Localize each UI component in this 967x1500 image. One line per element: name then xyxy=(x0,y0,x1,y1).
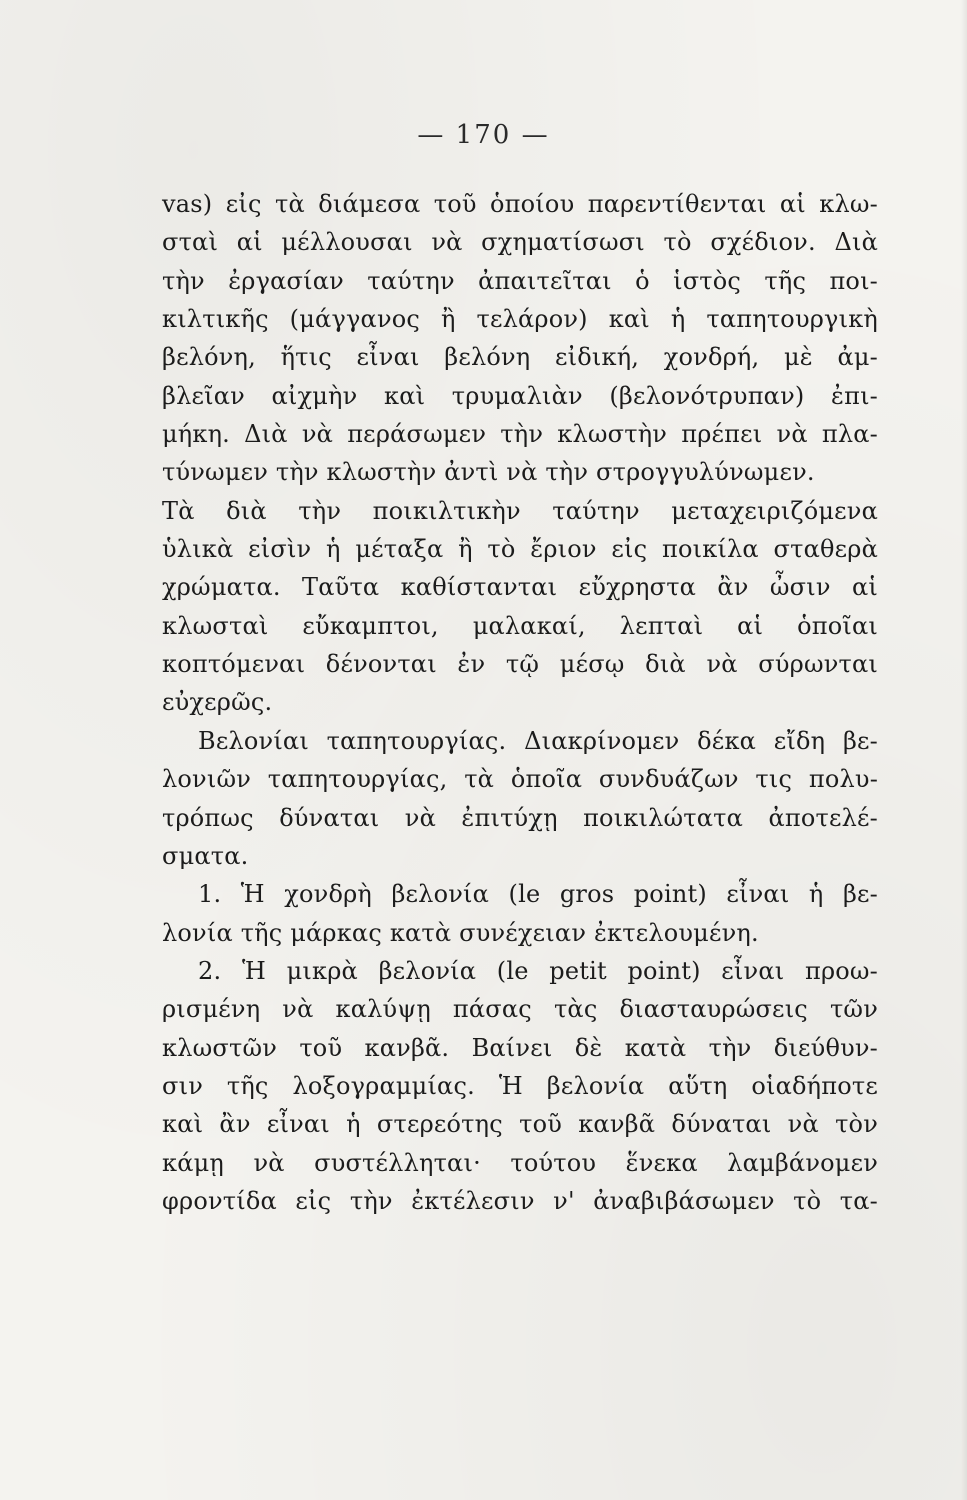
text-line: κλωσταὶ εὔκαμπτοι, μαλακαί, λεπταὶ αἱ ὁποῖαι xyxy=(162,611,878,640)
text-line: κιλτικῆς (μάγγανος ἢ τελάρον) καὶ ἡ ταπητουργικὴ xyxy=(162,305,878,334)
text-line: 2. Ἡ μικρὰ βελονία (le petit point) εἶναι προω- xyxy=(198,956,878,985)
text-line: εὐχερῶς. xyxy=(162,688,273,717)
text-line: βλεῖαν αἰχμὴν καὶ τρυμαλιὰν (βελονότρυπαν) ἐπι- xyxy=(162,381,878,410)
text-line: κάμῃ νὰ συστέλληται· τούτου ἕνεκα λαμβάνομεν xyxy=(162,1148,878,1177)
text-line: σματα. xyxy=(162,841,249,870)
text-line: λονία τῆς μάρκας κατὰ συνέχειαν ἐκτελουμένη. xyxy=(162,918,759,947)
text-line: χρώματα. Ταῦτα καθίστανται εὔχρηστα ἂν ὦσιν αἱ xyxy=(162,573,878,602)
text-line: ὑλικὰ εἰσὶν ἡ μέταξα ἢ τὸ ἔριον εἰς ποικίλα σταθερὰ xyxy=(162,535,878,564)
body-text xyxy=(162,185,878,1220)
text-line: λονιῶν ταπητουργίας, τὰ ὁποῖα συνδυάζων τις πολυ- xyxy=(162,765,878,794)
page-number: — 170 — xyxy=(417,120,550,150)
text-line: τρόπως δύναται νὰ ἐπιτύχῃ ποικιλώτατα ἀποτελέ- xyxy=(162,803,878,832)
text-line: vas) εἰς τὰ διάμεσα τοῦ ὁποίου παρεντίθενται αἱ κλω- xyxy=(162,190,878,218)
scan-shadow xyxy=(961,0,967,1500)
text-line: τύνωμεν τὴν κλωστὴν ἀντὶ νὰ τὴν στρογγυλύνωμεν. xyxy=(162,458,815,487)
text-line: μήκη. Διὰ νὰ περάσωμεν τὴν κλωστὴν πρέπει νὰ πλα- xyxy=(162,420,878,449)
text-line: ρισμένη νὰ καλύψῃ πάσας τὰς διασταυρώσεις τῶν xyxy=(162,995,878,1024)
text-line: 1. Ἡ χονδρὴ βελονία (le gros point) εἶναι ἡ βε- xyxy=(198,880,878,909)
text-line: σιν τῆς λοξογραμμίας. Ἡ βελονία αὕτη οἱαδήποτε xyxy=(162,1071,878,1100)
text-line: κλωστῶν τοῦ κανβᾶ. Βαίνει δὲ κατὰ τὴν διεύθυν- xyxy=(162,1033,878,1062)
text-line: βελόνη, ἥτις εἶναι βελόνη εἰδική, χονδρή, μὲ ἀμ- xyxy=(162,343,878,372)
text-line: φροντίδα εἰς τὴν ἐκτέλεσιν ν' ἀναβιβάσωμεν τὸ τα- xyxy=(162,1186,878,1215)
text-line: σταὶ αἱ μέλλουσαι νὰ σχηματίσωσι τὸ σχέδιον. Διὰ xyxy=(162,228,878,257)
text-line: Βελονίαι ταπητουργίας. Διακρίνομεν δέκα εἴδη βε- xyxy=(198,726,878,755)
text-line: Τὰ διὰ τὴν ποικιλτικὴν ταύτην μεταχειριζόμενα xyxy=(162,496,878,525)
text-line: τὴν ἐργασίαν ταύτην ἀπαιτεῖται ὁ ἱστὸς τῆς ποι- xyxy=(162,266,878,295)
text-line: κοπτόμεναι δένονται ἐν τῷ μέσῳ διὰ νὰ σύρωνται xyxy=(162,650,878,679)
text-line: καὶ ἂν εἶναι ἡ στερεότης τοῦ κανβᾶ δύναται νὰ τὸν xyxy=(162,1110,878,1139)
